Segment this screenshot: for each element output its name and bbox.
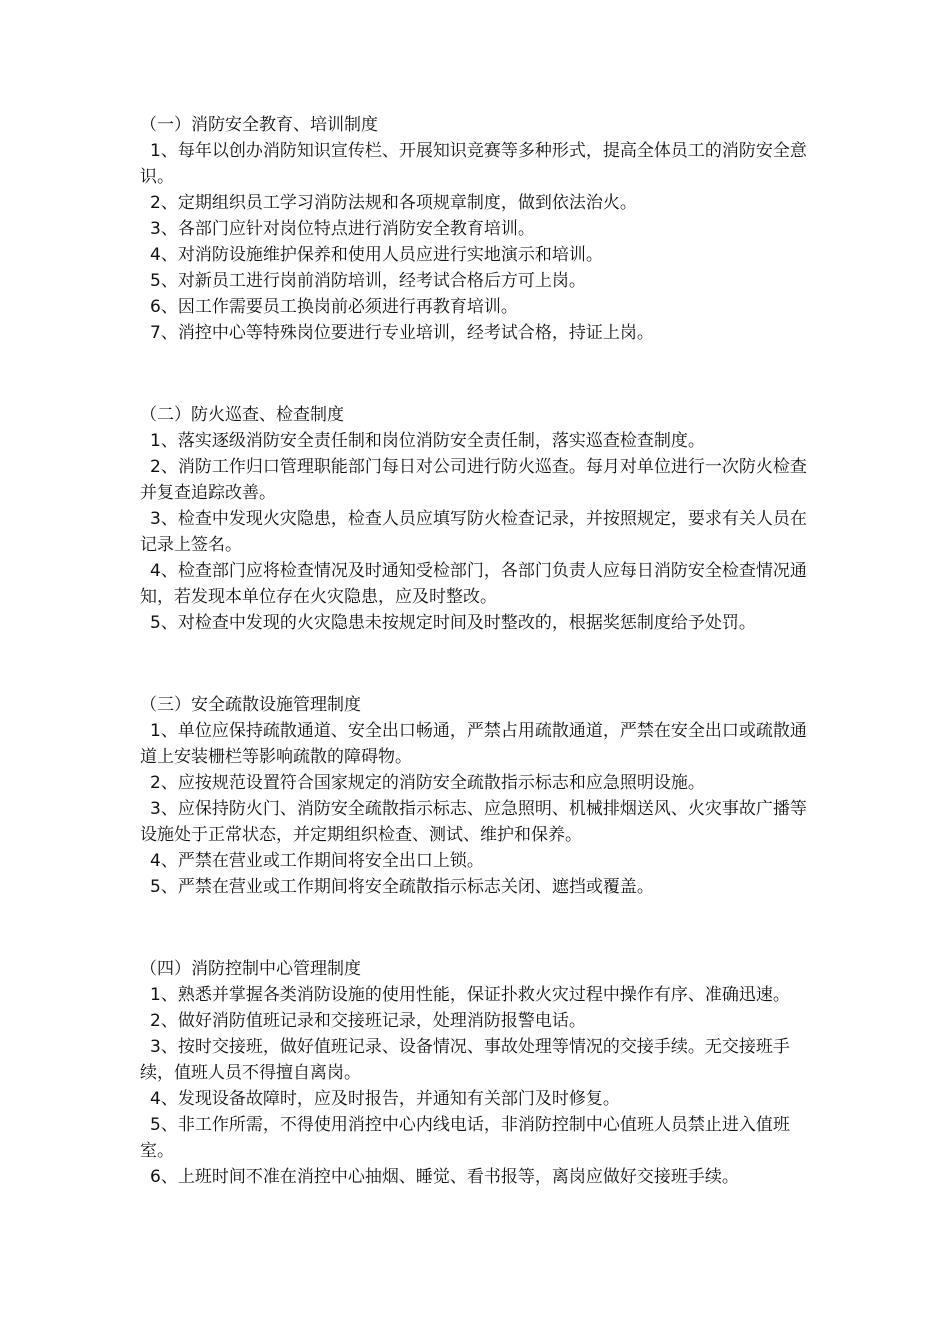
list-item: 3、按时交接班，做好值班记录、设备情况、事故处理等情况的交接手续。无交接班手续，值班人员不得擅自离岗。 (140, 1037, 790, 1083)
list-item: 5、非工作所需，不得使用消控中心内线电话，非消防控制中心值班人员禁止进入值班室。 (140, 1115, 790, 1161)
list-item: 3、检查中发现火灾隐患，检查人员应填写防火检查记录，并按照规定，要求有关人员在记录上签名。 (140, 509, 807, 555)
list-item: 7、消控中心等特殊岗位要进行专业培训，经考试合格，持证上岗。 (150, 323, 654, 343)
section-fire-patrol-inspection (140, 402, 820, 636)
list-item: 6、因工作需要员工换岗前必须进行再教育培训。 (150, 297, 518, 317)
list-item: 6、上班时间不准在消控中心抽烟、睡觉、看书报等，离岗应做好交接班手续。 (150, 1167, 739, 1187)
list-item: 4、对消防设施维护保养和使用人员应进行实地演示和培训。 (150, 245, 603, 265)
section-heading: （二）防火巡查、检查制度 (140, 405, 344, 425)
section-heading: （三）安全疏散设施管理制度 (140, 695, 361, 715)
list-item: 2、消防工作归口管理职能部门每日对公司进行防火巡查。每月对单位进行一次防火检查并复查追踪改善。 (140, 457, 807, 503)
section-fire-safety-education (140, 112, 820, 346)
list-item: 4、严禁在营业或工作期间将安全出口上锁。 (150, 851, 484, 871)
section-heading: （四）消防控制中心管理制度 (140, 959, 361, 979)
section-heading: （一）消防安全教育、培训制度 (140, 115, 378, 135)
list-item: 1、落实逐级消防安全责任制和岗位消防安全责任制，落实巡查检查制度。 (150, 431, 705, 451)
list-item: 1、每年以创办消防知识宣传栏、开展知识竞赛等多种形式，提高全体员工的消防安全意识。 (140, 141, 807, 187)
list-item: 4、检查部门应将检查情况及时通知受检部门，各部门负责人应每日消防安全检查情况通知，若发现本单位存在火灾隐患，应及时整改。 (140, 561, 807, 607)
list-item: 2、定期组织员工学习消防法规和各项规章制度，做到依法治火。 (150, 193, 637, 213)
section-fire-control-center (140, 956, 820, 1190)
list-item: 1、熟悉并掌握各类消防设施的使用性能，保证扑救火灾过程中操作有序、准确迅速。 (150, 985, 790, 1005)
list-item: 5、严禁在营业或工作期间将安全疏散指示标志关闭、遮挡或覆盖。 (150, 877, 654, 897)
list-item: 5、对新员工进行岗前消防培训，经考试合格后方可上岗。 (150, 271, 586, 291)
list-item: 2、做好消防值班记录和交接班记录，处理消防报警电话。 (150, 1011, 586, 1031)
list-item: 4、发现设备故障时，应及时报告，并通知有关部门及时修复。 (150, 1089, 620, 1109)
list-item: 3、应保持防火门、消防安全疏散指示标志、应急照明、机械排烟送风、火灾事故广播等设施处于正常状态，并定期组织检查、测试、维护和保养。 (140, 799, 807, 845)
list-item: 1、单位应保持疏散通道、安全出口畅通，严禁占用疏散通道，严禁在安全出口或疏散通道上安装栅栏等影响疏散的障碍物。 (140, 721, 807, 767)
list-item: 5、对检查中发现的火灾隐患未按规定时间及时整改的，根据奖惩制度给予处罚。 (150, 613, 756, 633)
list-item: 2、应按规范设置符合国家规定的消防安全疏散指示标志和应急照明设施。 (150, 773, 705, 793)
list-item: 3、各部门应针对岗位特点进行消防安全教育培训。 (150, 219, 535, 239)
section-evacuation-facilities (140, 692, 820, 900)
document-page (140, 112, 820, 1190)
